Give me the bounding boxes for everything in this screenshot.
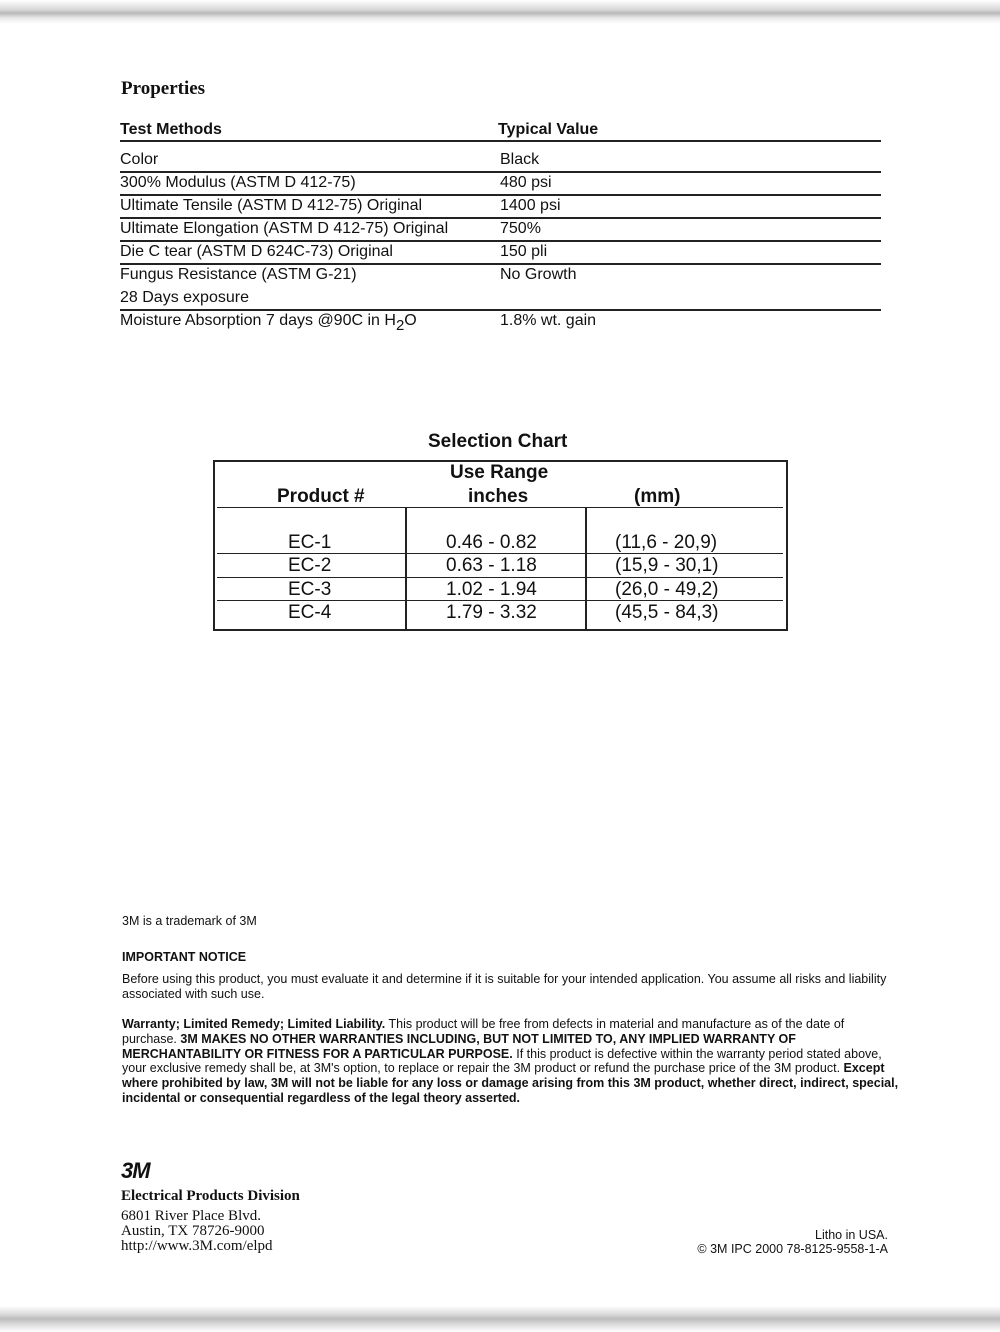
col-mm: (mm) (634, 486, 681, 507)
properties-title: Properties (121, 78, 206, 99)
properties-header (120, 121, 881, 142)
warranty-text: This product will be free from defects in material and manufacture as of the date of purchase. (122, 1017, 845, 1046)
property-row (120, 242, 881, 265)
property-value: 480 psi (500, 174, 552, 191)
method-text: Moisture Absorption 7 days @90C in H (120, 312, 396, 329)
page-shadow-bottom (0, 1306, 1000, 1332)
cell-product: EC-4 (288, 602, 332, 623)
property-row (120, 311, 881, 333)
cell-mm: (15,9 - 30,1) (615, 555, 719, 576)
property-value: 150 pli (500, 243, 548, 260)
cell-inches: 0.63 - 1.18 (446, 555, 537, 576)
property-row (120, 150, 881, 173)
property-row (120, 219, 881, 242)
selection-chart-title: Selection Chart (428, 431, 568, 452)
column-divider (405, 507, 407, 629)
cell-inches: 1.02 - 1.94 (446, 579, 537, 600)
copyright-note: © 3M IPC 2000 78-8125-9558-1-A (697, 1242, 888, 1256)
warranty-lead: Warranty; Limited Remedy; Limited Liability. (122, 1017, 386, 1031)
cell-inches: 1.79 - 3.32 (446, 602, 537, 623)
property-row (120, 265, 881, 311)
cell-product: EC-3 (288, 579, 332, 600)
column-divider (585, 507, 587, 629)
col-test-methods: Test Methods (120, 121, 222, 138)
method-subscript: 2 (395, 317, 405, 334)
liability-disclaimer: Except where prohibited by law, 3M will not be liable for any loss or damage arising from this 3M product, whether direct, indirect, special, incidental or consequential regardless of the legal theory asserted. (122, 1061, 899, 1105)
property-method: 300% Modulus (ASTM D 412-75) (120, 174, 356, 191)
property-value: Black (500, 151, 540, 168)
warranty-text: If this product is defective within the warranty period stated above, your exclusive remedy shall be, at 3M's option, to replace or repair the 3M product or refund the purchase price of the 3M product. (122, 1046, 882, 1076)
cell-mm: (11,6 - 20,9) (615, 532, 718, 553)
address-line: Austin, TX 78726-9000 (121, 1223, 265, 1239)
3m-logo: 3M (121, 1158, 150, 1183)
selection-chart-table (213, 460, 788, 631)
warranty-disclaimer: 3M MAKES NO OTHER WARRANTIES INCLUDING, BUT NOT LIMITED TO, ANY IMPLIED WARRANTY OF MERCHANTABILITY OR FITNESS FOR A PARTICULAR PURPOSE. (122, 1031, 796, 1061)
litho-note: Litho in USA. (815, 1228, 888, 1242)
trademark-note: 3M is a trademark of 3M (122, 914, 257, 928)
property-row (120, 196, 881, 219)
property-method-line2: 28 Days exposure (120, 289, 249, 306)
cell-inches: 0.46 - 0.82 (446, 532, 537, 553)
cell-mm: (45,5 - 84,3) (615, 602, 719, 623)
properties-table (120, 121, 881, 333)
header-divider (217, 507, 783, 508)
property-method: Ultimate Tensile (ASTM D 412-75) Original (120, 197, 423, 214)
important-notice-body: Before using this product, you must evaluate it and determine if it is suitable for your intended application. You assume all risks and liability associated with such use. (122, 972, 887, 1001)
address-line: 6801 River Place Blvd. (121, 1208, 261, 1224)
property-value: 750% (500, 220, 541, 237)
property-value: No Growth (500, 266, 577, 283)
col-typical-value: Typical Value (498, 121, 599, 138)
website-link[interactable]: http://www.3M.com/elpd (121, 1238, 273, 1254)
method-text-suffix: O (404, 312, 417, 329)
row-divider (217, 577, 783, 578)
property-method: Color (120, 151, 159, 168)
page-shadow-top (0, 0, 1000, 24)
cell-mm: (26,0 - 49,2) (615, 579, 719, 600)
property-value: 1.8% wt. gain (500, 312, 597, 329)
col-product: Product # (277, 486, 365, 507)
division-name: Electrical Products Division (121, 1188, 300, 1204)
col-inches: inches (468, 486, 529, 507)
col-use-range: Use Range (450, 462, 549, 483)
property-method: Die C tear (ASTM D 624C-73) Original (120, 243, 393, 260)
property-value: 1400 psi (500, 197, 561, 214)
important-notice-heading: IMPORTANT NOTICE (122, 950, 247, 964)
property-method: Fungus Resistance (ASTM G-21) (120, 266, 357, 283)
property-row (120, 173, 881, 196)
cell-product: EC-2 (288, 555, 332, 576)
property-method (120, 312, 417, 334)
warranty-paragraph (122, 1017, 902, 1106)
cell-product: EC-1 (288, 532, 332, 553)
property-method: Ultimate Elongation (ASTM D 412-75) Original (120, 220, 449, 237)
